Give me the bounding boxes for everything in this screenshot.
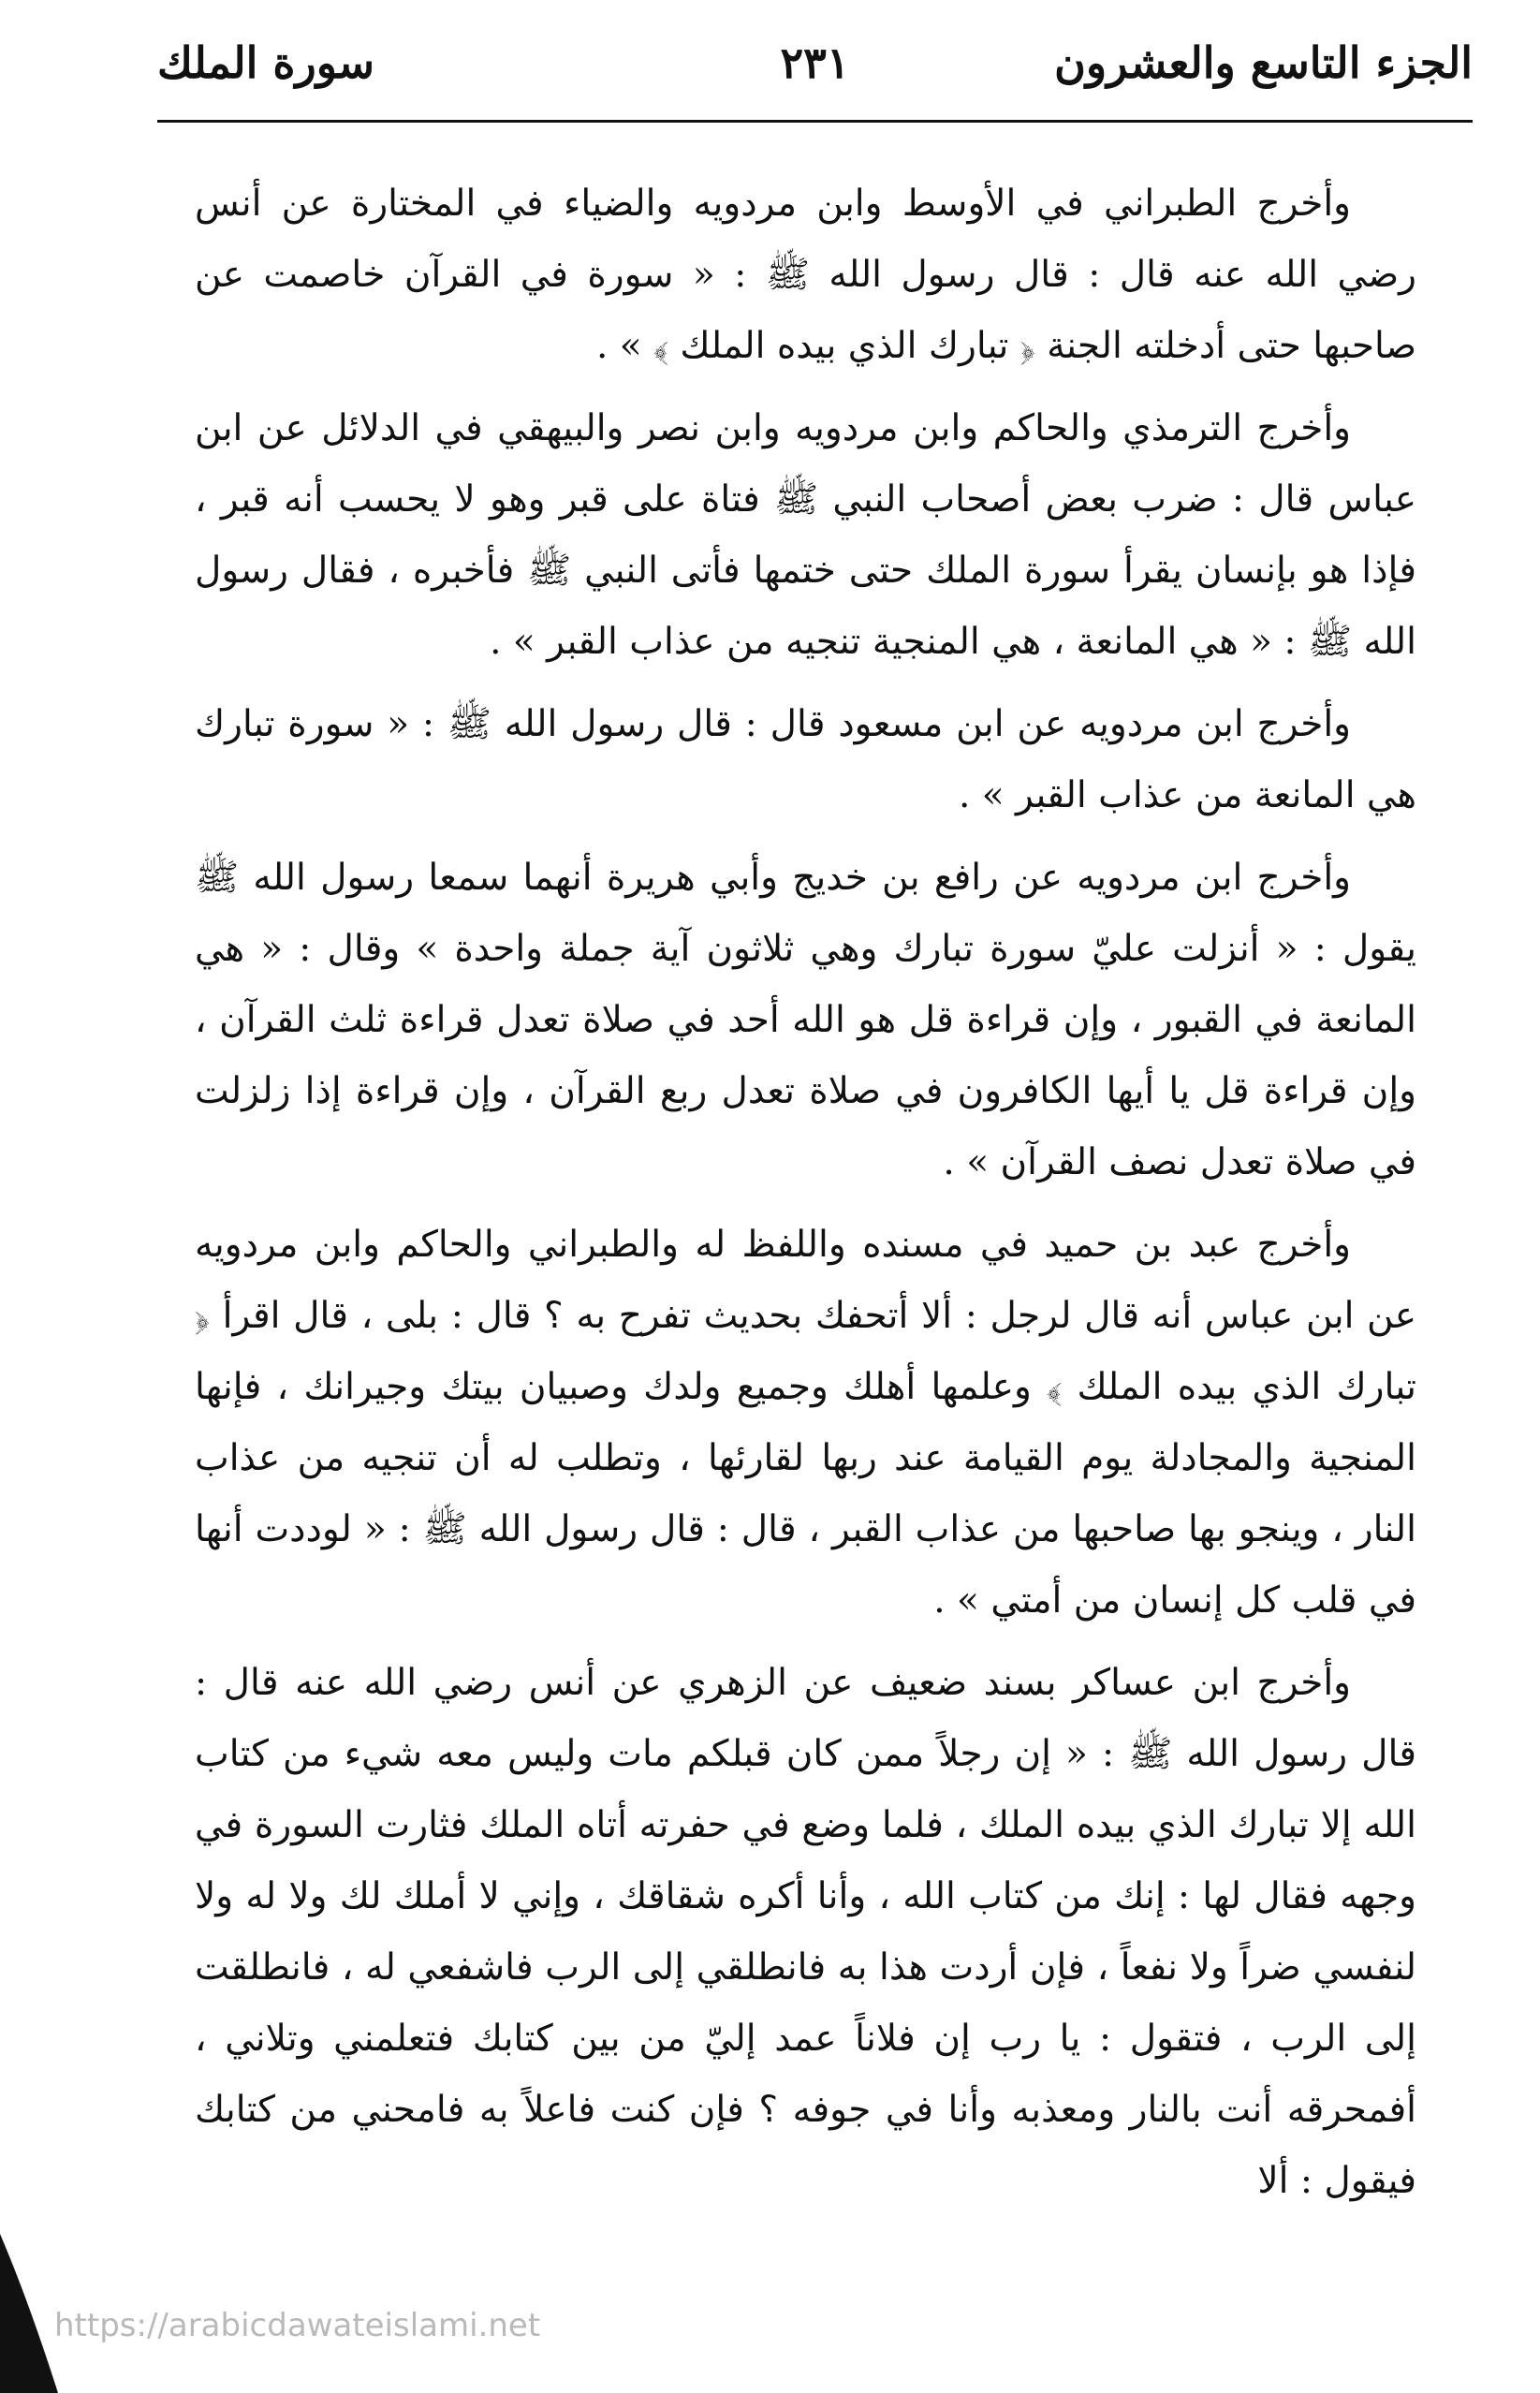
page-number: ٢٣١ <box>780 37 850 88</box>
part-title: الجزء التاسع والعشرون <box>1054 37 1473 88</box>
paragraph-3: وأخرج ابن مردويه عن ابن مسعود قال : قال رسول الله ﷺ : « سورة تبارك هي المانعة من عذاب القبر » . <box>195 703 1416 816</box>
watermark-url: https://arabicdawateislami.net <box>54 2307 541 2344</box>
paragraph-5: وأخرج عبد بن حميد في مسنده واللفظ له والطبراني والحاكم وابن مردويه عن ابن عباس أنه قال لرجل : ألا أتحفك بحديث تفرح به ؟ قال : بلى ، قال اقرأ ﴿ تبارك الذي بيده الملك ﴾ وعلمها أهلك وجميع ولدك وصبيان بيتك وجيرانك ، فإنها المنجية والمجادلة يوم القيامة عند ربها لقارئها ، وتطلب له أن تنجيه من عذاب النار ، وينجو بها صاحبها من عذاب القبر ، قال : قال رسول الله ﷺ : « لوددت أنها في قلب كل إنسان من أمتي » . <box>195 1224 1416 1622</box>
paragraph-1: وأخرج الطبراني في الأوسط وابن مردويه والضياء في المختارة عن أنس رضي الله عنه قال : قال رسول الله ﷺ : « سورة في القرآن خاصمت عن صاحبها حتى أدخلته الجنة ﴿ تبارك الذي بيده الملك ﴾ » . <box>195 183 1416 367</box>
paragraph-4: وأخرج ابن مردويه عن رافع بن خديج وأبي هريرة أنهما سمعا رسول الله ﷺ يقول : « أنزلت عليّ سورة تبارك وهي ثلاثون آية جملة واحدة » وقال : « هي المانعة في القبور ، وإن قراءة قل هو الله أحد في صلاة تعدل قراءة ثلث القرآن ، وإن قراءة قل يا أيها الكافرون في صلاة تعدل ربع القرآن ، وإن قراءة إذا زلزلت في صلاة تعدل نصف القرآن » . <box>195 857 1416 1183</box>
header-divider <box>157 120 1473 123</box>
paragraph-2: وأخرج الترمذي والحاكم وابن مردويه وابن نصر والبيهقي في الدلائل عن ابن عباس قال : ضرب بعض أصحاب النبي ﷺ فتاة على قبر وهو لا يحسب أنه قبر ، فإذا هو بإنسان يقرأ سورة الملك حتى ختمها فأتى النبي ﷺ فأخبره ، فقال رسول الله ﷺ : « هي المانعة ، هي المنجية تنجيه من عذاب القبر » . <box>195 407 1416 663</box>
page-header <box>157 37 1473 112</box>
page-body <box>195 169 1416 2228</box>
surah-title: سورة الملك <box>157 37 375 88</box>
paragraph-6: وأخرج ابن عساكر بسند ضعيف عن الزهري عن أنس رضي الله عنه قال : قال رسول الله ﷺ : « إن رجلاً ممن كان قبلكم مات وليس معه شيء من كتاب الله إلا تبارك الذي بيده الملك ، فلما وضع في حفرته أتاه الملك فثارت السورة في وجهه فقال لها : إنك من كتاب الله ، وأنا أكره شقاقك ، وإني لا أملك لك ولا له ولا لنفسي ضراً ولا نفعاً ، فإن أردت هذا به فانطلقي إلى الرب فاشفعي له ، فانطلقت إلى الرب ، فتقول : يا رب إن فلاناً عمد إليّ من بين كتابك فتعلمني وتلاني ، أفمحرقه أنت بالنار ومعذبه وأنا في جوفه ؟ فإن كنت فاعلاً به فامحني من كتابك فيقول : ألا <box>195 1662 1417 2202</box>
